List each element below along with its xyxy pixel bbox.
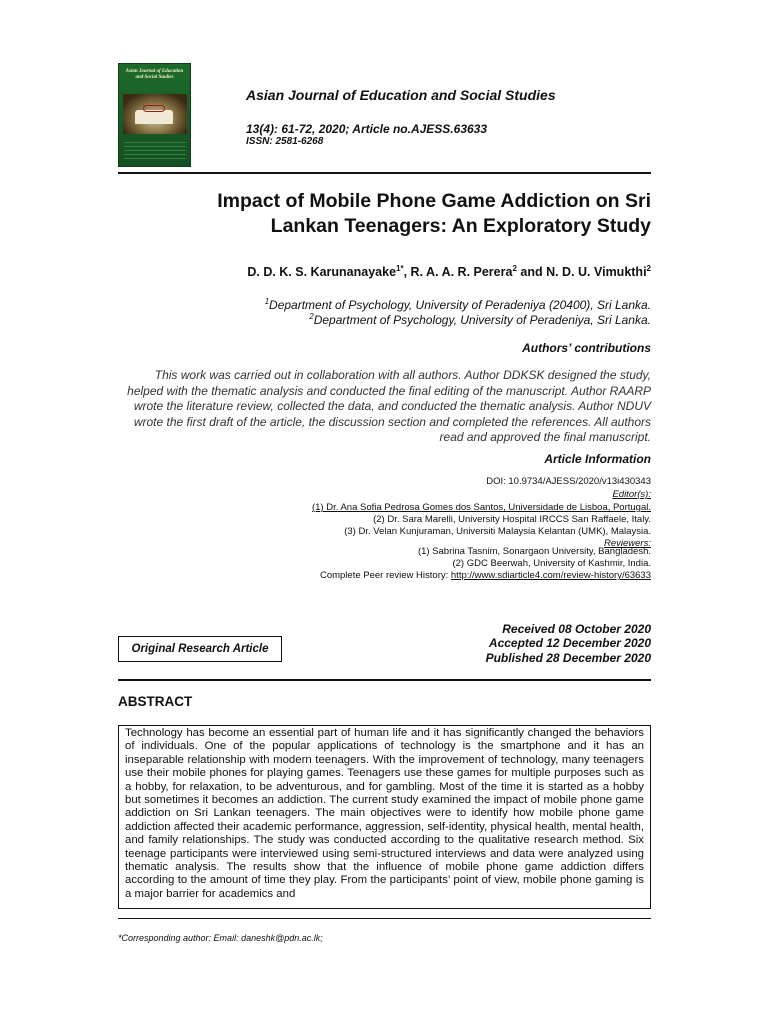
peer-review-history — [250, 570, 651, 581]
footnote-divider — [118, 918, 651, 919]
author-name: D. D. K. S. Karunanayake — [247, 265, 397, 280]
received-date: Received 08 October 2020 — [502, 622, 651, 636]
editors-label — [250, 489, 651, 500]
editor-item: (3) Dr. Velan Kunjuraman, Universiti Malaysia Kelantan (UMK), Malaysia. — [344, 526, 651, 537]
editor-text: (1) Dr. Ana Sofia Pedrosa Gomes dos Santos, Universidade de Lisboa, Portugal. — [311, 502, 651, 513]
doi: DOI: 10.9734/AJESS/2020/v13i430343 — [486, 476, 651, 487]
corresponding-author: *Corresponding author: Email: daneshk@pdn.ac.lk; — [118, 933, 323, 943]
abstract-divider — [118, 679, 651, 681]
history-label: Complete Peer review History: — [319, 570, 451, 581]
cover-text-lines — [124, 142, 186, 160]
journal-volume: 13(4): 61-72, 2020; Article no.AJESS.63633 — [246, 122, 488, 136]
cover-title: Asian Journal of Education and Social Studies — [125, 69, 184, 80]
editors-label-text: Editor(s): — [612, 489, 651, 500]
editor-item — [250, 502, 651, 513]
journal-cover-image — [118, 63, 191, 167]
cover-book-icon — [135, 110, 173, 124]
editor-item: (2) Dr. Sara Marelli, University Hospital IRCCS San Raffaele, Italy. — [373, 514, 651, 525]
author-name: R. A. A. R. Perera — [410, 265, 513, 280]
published-date: Published 28 December 2020 — [485, 651, 651, 665]
affiliation-text: Department of Psychology, University of Peradeniya (20400), Sri Lanka. — [269, 298, 651, 312]
accepted-date: Accepted 12 December 2020 — [488, 636, 651, 650]
article-type-badge: Original Research Article — [118, 636, 282, 662]
affiliation-2 — [200, 312, 651, 327]
reviewer-item: (2) GDC Beerwah, University of Kashmir, India. — [452, 558, 651, 569]
cover-glasses-icon — [143, 105, 165, 112]
affiliation-text: Department of Psychology, University of Peradeniya, Sri Lanka. — [313, 313, 651, 327]
abstract-text: Technology has become an essential part of human life and it has significantly changed the behaviors of individuals. One of the popular applications of technology is the smartphone and it has an inseparable relationship with modern teenagers. With the improvement of technology, many teenagers use their mobile phones for playing games. Teenagers use these games for multiple purposes such as a hobby, for relaxation, to be adventurous, and for gambling. Most of the time it is started as a hobby but sometimes it becomes an addiction. The current study examined the impact of mobile phone game addiction on Sri Lankan teenagers. The main objectives were to identify how mobile phone game addiction affected their academic performance, aggression, self-identity, physical health, mental health, and family relationships. The study was conducted according to the qualitative research method. Six teenage participants were interviewed using semi-structured interviews and data were analyzed using thematic analysis. The results show that the influence of mobile phone game addiction differs according to the amount of time they play. From the participants’ point of view, mobile phone gaming is a major barrier for academics and — [125, 727, 644, 900]
journal-issn: ISSN: 2581-6268 — [246, 136, 324, 147]
abstract-heading: ABSTRACT — [118, 694, 193, 709]
author-sup: 2 — [646, 264, 651, 273]
affiliation-sup: 2 — [309, 312, 314, 321]
author-separator: , — [403, 265, 411, 280]
history-link[interactable]: http://www.sdiarticle4.com/review-history/63633 — [450, 570, 651, 581]
abstract-box — [118, 725, 651, 909]
author-sup: 2 — [512, 264, 517, 273]
journal-name: Asian Journal of Education and Social Studies — [246, 87, 556, 103]
affiliation-sup: 1 — [264, 297, 270, 306]
paper-title: Impact of Mobile Phone Game Addiction on Sri Lankan Teenagers: An Exploratory Study — [217, 190, 651, 237]
article-info-heading: Article Information — [544, 452, 651, 466]
author-separator: and — [516, 265, 547, 280]
author-name: N. D. U. Vimukthi — [546, 265, 647, 280]
reviewer-item: (1) Sabrina Tasnim, Sonargaon University, Bangladesh. — [417, 546, 651, 557]
contributions-text: This work was carried out in collaboration with all authors. Author DDKSK designed the study, helped with the thematic analysis and conducted the final editing of the manuscript. Author RAARP wrote the literature review, collected the data, and conducted the thematic analysis. Author NDUV wrote the first draft of the article, the discussion section and completed the references. All authors read and approved the final manuscript. — [127, 368, 651, 445]
reviewers-label-text: Reviewers: — [604, 538, 651, 549]
affiliation-1 — [200, 297, 651, 312]
header-divider — [118, 172, 651, 174]
author-list — [150, 264, 651, 279]
contributions-heading: Authors’ contributions — [522, 341, 651, 355]
author-sup: 1* — [396, 264, 404, 273]
